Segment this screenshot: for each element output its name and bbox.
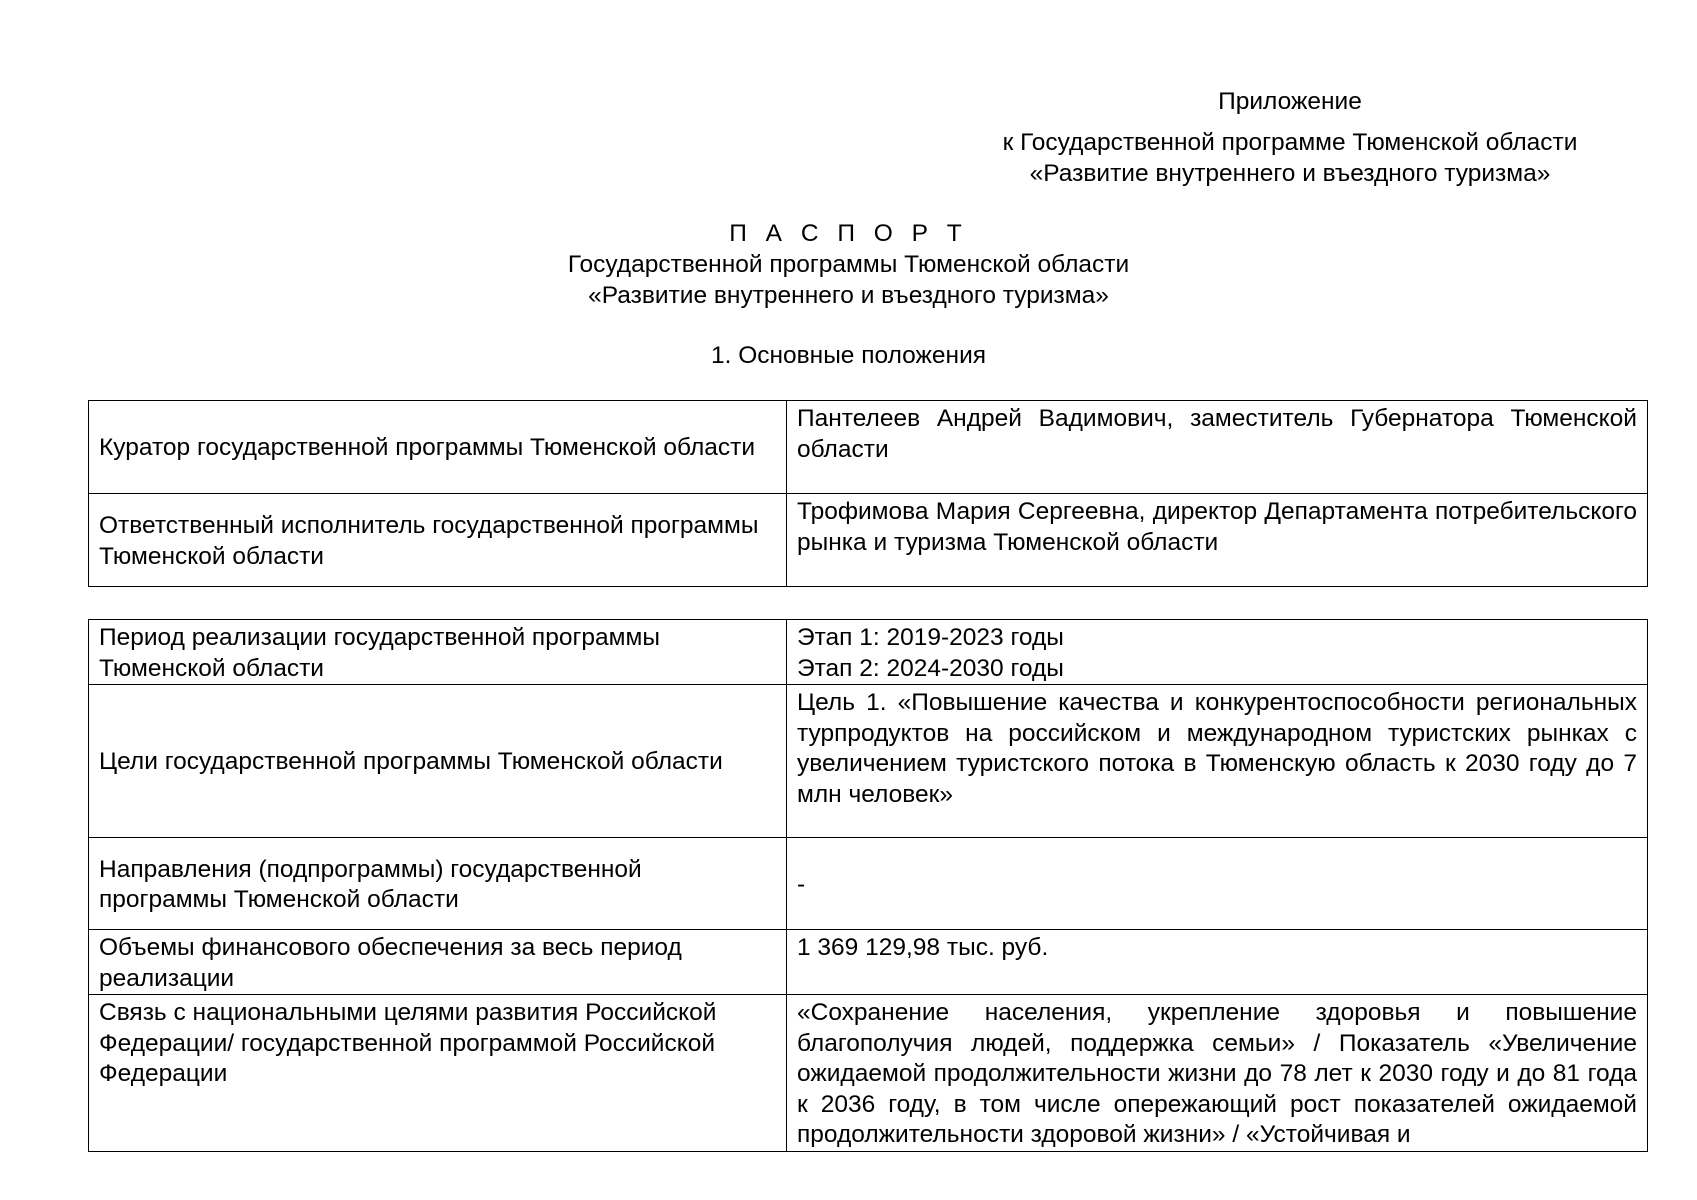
appendix-line-2: «Развитие внутреннего и въездного туризма» bbox=[1029, 160, 1551, 187]
goals-label: Цели государственной программы Тюменской области bbox=[89, 685, 787, 838]
curator-label: Куратор государственной программы Тюменской области bbox=[89, 401, 787, 494]
section-heading: 1. Основные положения bbox=[710, 342, 987, 369]
national-goals-value: «Сохранение населения, укрепление здоровья и повышение благополучия людей, поддержка семьи» / Показатель «Увеличение ожидаемой продолжительности жизни до 78 лет к 2030 году и до 81 года к 2036 году, в том числе опережающий рост показателей ожидаемой продолжительности здоровой жизни» / «Устойчивая и bbox=[787, 995, 1648, 1152]
appendix-line-1: к Государственной программе Тюменской области bbox=[1002, 129, 1578, 156]
stage-2: Этап 2: 2024-2030 годы bbox=[797, 654, 1064, 682]
executor-value: Трофимова Мария Сергеевна, директор Департамента потребительского рынка и туризма Тюменской области bbox=[787, 494, 1648, 587]
table-row bbox=[89, 401, 1648, 494]
appendix-title: Приложение bbox=[1218, 88, 1362, 115]
passport-subtitle-2: «Развитие внутреннего и въездного туризма» bbox=[588, 282, 1109, 309]
table-row bbox=[89, 838, 1648, 930]
directions-value: - bbox=[787, 838, 1648, 930]
table-row bbox=[89, 685, 1648, 838]
passport-title-block bbox=[300, 218, 1397, 311]
table-row bbox=[89, 995, 1648, 1152]
table-row bbox=[89, 494, 1648, 587]
funding-label: Объемы финансового обеспечения за весь период реализации bbox=[89, 930, 787, 995]
passport-title: П А С П О Р Т bbox=[729, 220, 968, 247]
goals-value: Цель 1. «Повышение качества и конкурентоспособности региональных турпродуктов на российском и международном туристских рынках с увеличением туристского потока в Тюменскую область к 2030 году до 7 млн человек» bbox=[787, 685, 1648, 838]
curator-value: Пантелеев Андрей Вадимович, заместитель Губернатора Тюменской области bbox=[787, 401, 1648, 494]
national-goals-label: Связь с национальными целями развития Российской Федерации/ государственной программой Российской Федерации bbox=[89, 995, 787, 1152]
program-table bbox=[88, 619, 1648, 1152]
directions-label: Направления (подпрограммы) государственной программы Тюменской области bbox=[89, 838, 787, 930]
period-value bbox=[787, 620, 1648, 685]
table-row bbox=[89, 930, 1648, 995]
table-row bbox=[89, 620, 1648, 685]
curator-table bbox=[88, 400, 1648, 587]
stage-1: Этап 1: 2019-2023 годы bbox=[797, 624, 1064, 651]
executor-label: Ответственный исполнитель государственной программы Тюменской области bbox=[89, 494, 787, 587]
period-label: Период реализации государственной программы Тюменской области bbox=[89, 620, 787, 685]
funding-value: 1 369 129,98 тыс. руб. bbox=[787, 930, 1648, 995]
passport-subtitle-1: Государственной программы Тюменской области bbox=[567, 251, 1130, 278]
appendix-header bbox=[960, 86, 1620, 189]
